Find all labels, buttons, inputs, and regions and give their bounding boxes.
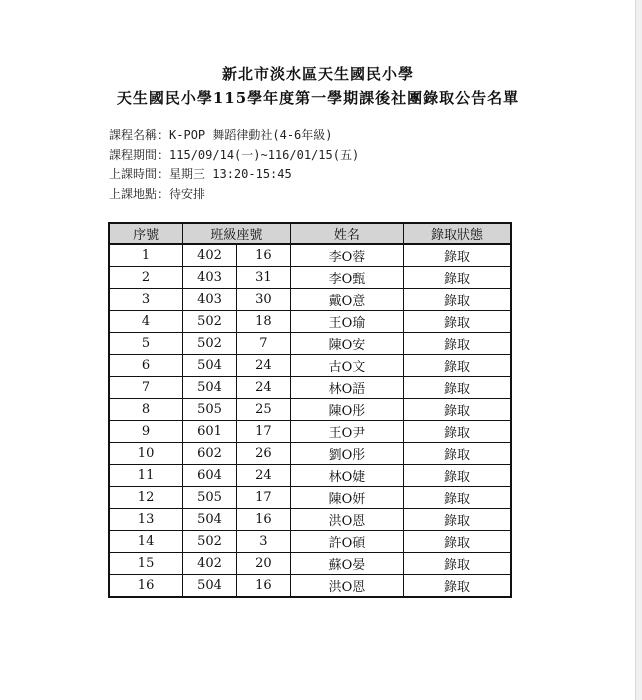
class-location-label: 上課地點： [109,186,170,201]
cell-serial: 6 [109,355,183,377]
cell-class: 504 [183,377,237,399]
course-name-label: 課程名稱： [109,128,170,142]
cell-student-name: 洪O恩 [290,575,403,598]
cell-class: 505 [183,399,237,421]
cell-serial: 7 [109,377,183,399]
cell-status: 錄取 [404,244,511,267]
table-row [109,487,511,509]
cell-seat: 20 [236,553,290,575]
cell-student-name: 陳O安 [290,333,403,355]
cell-status: 錄取 [404,355,511,377]
cell-class: 502 [183,311,237,333]
course-info-row-name [109,126,359,146]
cell-serial: 3 [109,289,183,311]
cell-serial: 13 [109,509,183,531]
cell-class: 604 [183,465,237,487]
cell-seat: 16 [236,575,290,598]
cell-class: 505 [183,487,237,509]
course-info-row-period [109,146,359,166]
header-name: 姓名 [290,223,403,244]
header-serial: 序號 [109,223,183,244]
table-row [109,553,511,575]
cell-status: 錄取 [404,465,511,487]
cell-student-name: 王O瑜 [290,311,403,333]
cell-student-name: 林O語 [290,377,403,399]
cell-seat: 25 [236,399,290,421]
class-time-label: 上課時間： [109,167,170,181]
page-edge [635,0,642,700]
class-location-value: 待安排 [169,186,206,201]
cell-class: 504 [183,355,237,377]
cell-status: 錄取 [404,333,511,355]
cell-student-name: 洪O恩 [290,509,403,531]
cell-class: 504 [183,575,237,598]
table-header-row [109,223,511,244]
cell-seat: 26 [236,443,290,465]
cell-serial: 5 [109,333,183,355]
cell-serial: 9 [109,421,183,443]
cell-status: 錄取 [404,509,511,531]
cell-class: 402 [183,244,237,267]
table-body [109,244,511,597]
cell-student-name: 蘇O晏 [290,553,403,575]
table-row [109,399,511,421]
cell-seat: 24 [236,355,290,377]
cell-serial: 2 [109,267,183,289]
table-row [109,575,511,598]
cell-class: 504 [183,509,237,531]
table-row [109,421,511,443]
cell-class: 601 [183,421,237,443]
table-row [109,509,511,531]
admission-table [108,222,512,598]
cell-serial: 15 [109,553,183,575]
table-row [109,443,511,465]
cell-status: 錄取 [404,421,511,443]
course-info-row-location [109,185,359,205]
cell-seat: 30 [236,289,290,311]
cell-seat: 17 [236,487,290,509]
course-period-value: 115/09/14(一)~116/01/15(五) [169,147,360,162]
table-row [109,244,511,267]
cell-status: 錄取 [404,531,511,553]
cell-status: 錄取 [404,553,511,575]
cell-seat: 31 [236,267,290,289]
table-row [109,531,511,553]
table-row [109,311,511,333]
cell-status: 錄取 [404,575,511,598]
cell-serial: 1 [109,244,183,267]
cell-status: 錄取 [404,399,511,421]
cell-seat: 17 [236,421,290,443]
cell-student-name: 許O碩 [290,531,403,553]
cell-seat: 18 [236,311,290,333]
cell-serial: 10 [109,443,183,465]
cell-class: 602 [183,443,237,465]
course-info [109,126,359,204]
course-period-label: 課程期間： [109,147,170,162]
announcement-title: 天生國民小學115學年度第一學期課後社團錄取公告名單 [116,89,520,107]
document-header [0,62,636,110]
cell-class: 403 [183,289,237,311]
cell-student-name: 李O蓉 [290,244,403,267]
cell-student-name: 陳O彤 [290,399,403,421]
cell-status: 錄取 [404,487,511,509]
cell-seat: 3 [236,531,290,553]
cell-seat: 24 [236,377,290,399]
cell-serial: 14 [109,531,183,553]
table-row [109,289,511,311]
cell-serial: 12 [109,487,183,509]
cell-status: 錄取 [404,443,511,465]
table-row [109,333,511,355]
table-row [109,355,511,377]
header-class-seat: 班級座號 [183,223,291,244]
cell-class: 403 [183,267,237,289]
cell-student-name: 古O文 [290,355,403,377]
cell-student-name: 陳O妍 [290,487,403,509]
cell-class: 502 [183,333,237,355]
course-name-value: K-POP 舞蹈律動社(4-6年級) [169,128,333,142]
cell-class: 502 [183,531,237,553]
table-row [109,465,511,487]
header-status: 錄取狀態 [404,223,511,244]
table-row [109,267,511,289]
cell-student-name: 戴O意 [290,289,403,311]
cell-status: 錄取 [404,311,511,333]
class-time-value: 星期三 13:20-15:45 [169,167,292,181]
course-info-row-time [109,165,359,185]
cell-status: 錄取 [404,267,511,289]
cell-serial: 16 [109,575,183,598]
cell-student-name: 李O甄 [290,267,403,289]
cell-seat: 24 [236,465,290,487]
table-row [109,377,511,399]
cell-seat: 16 [236,509,290,531]
cell-student-name: 劉O彤 [290,443,403,465]
cell-seat: 7 [236,333,290,355]
school-name: 新北市淡水區天生國民小學 [221,65,414,83]
cell-student-name: 林O婕 [290,465,403,487]
cell-serial: 4 [109,311,183,333]
cell-status: 錄取 [404,377,511,399]
cell-status: 錄取 [404,289,511,311]
cell-serial: 8 [109,399,183,421]
cell-class: 402 [183,553,237,575]
cell-seat: 16 [236,244,290,267]
cell-serial: 11 [109,465,183,487]
cell-student-name: 王O尹 [290,421,403,443]
